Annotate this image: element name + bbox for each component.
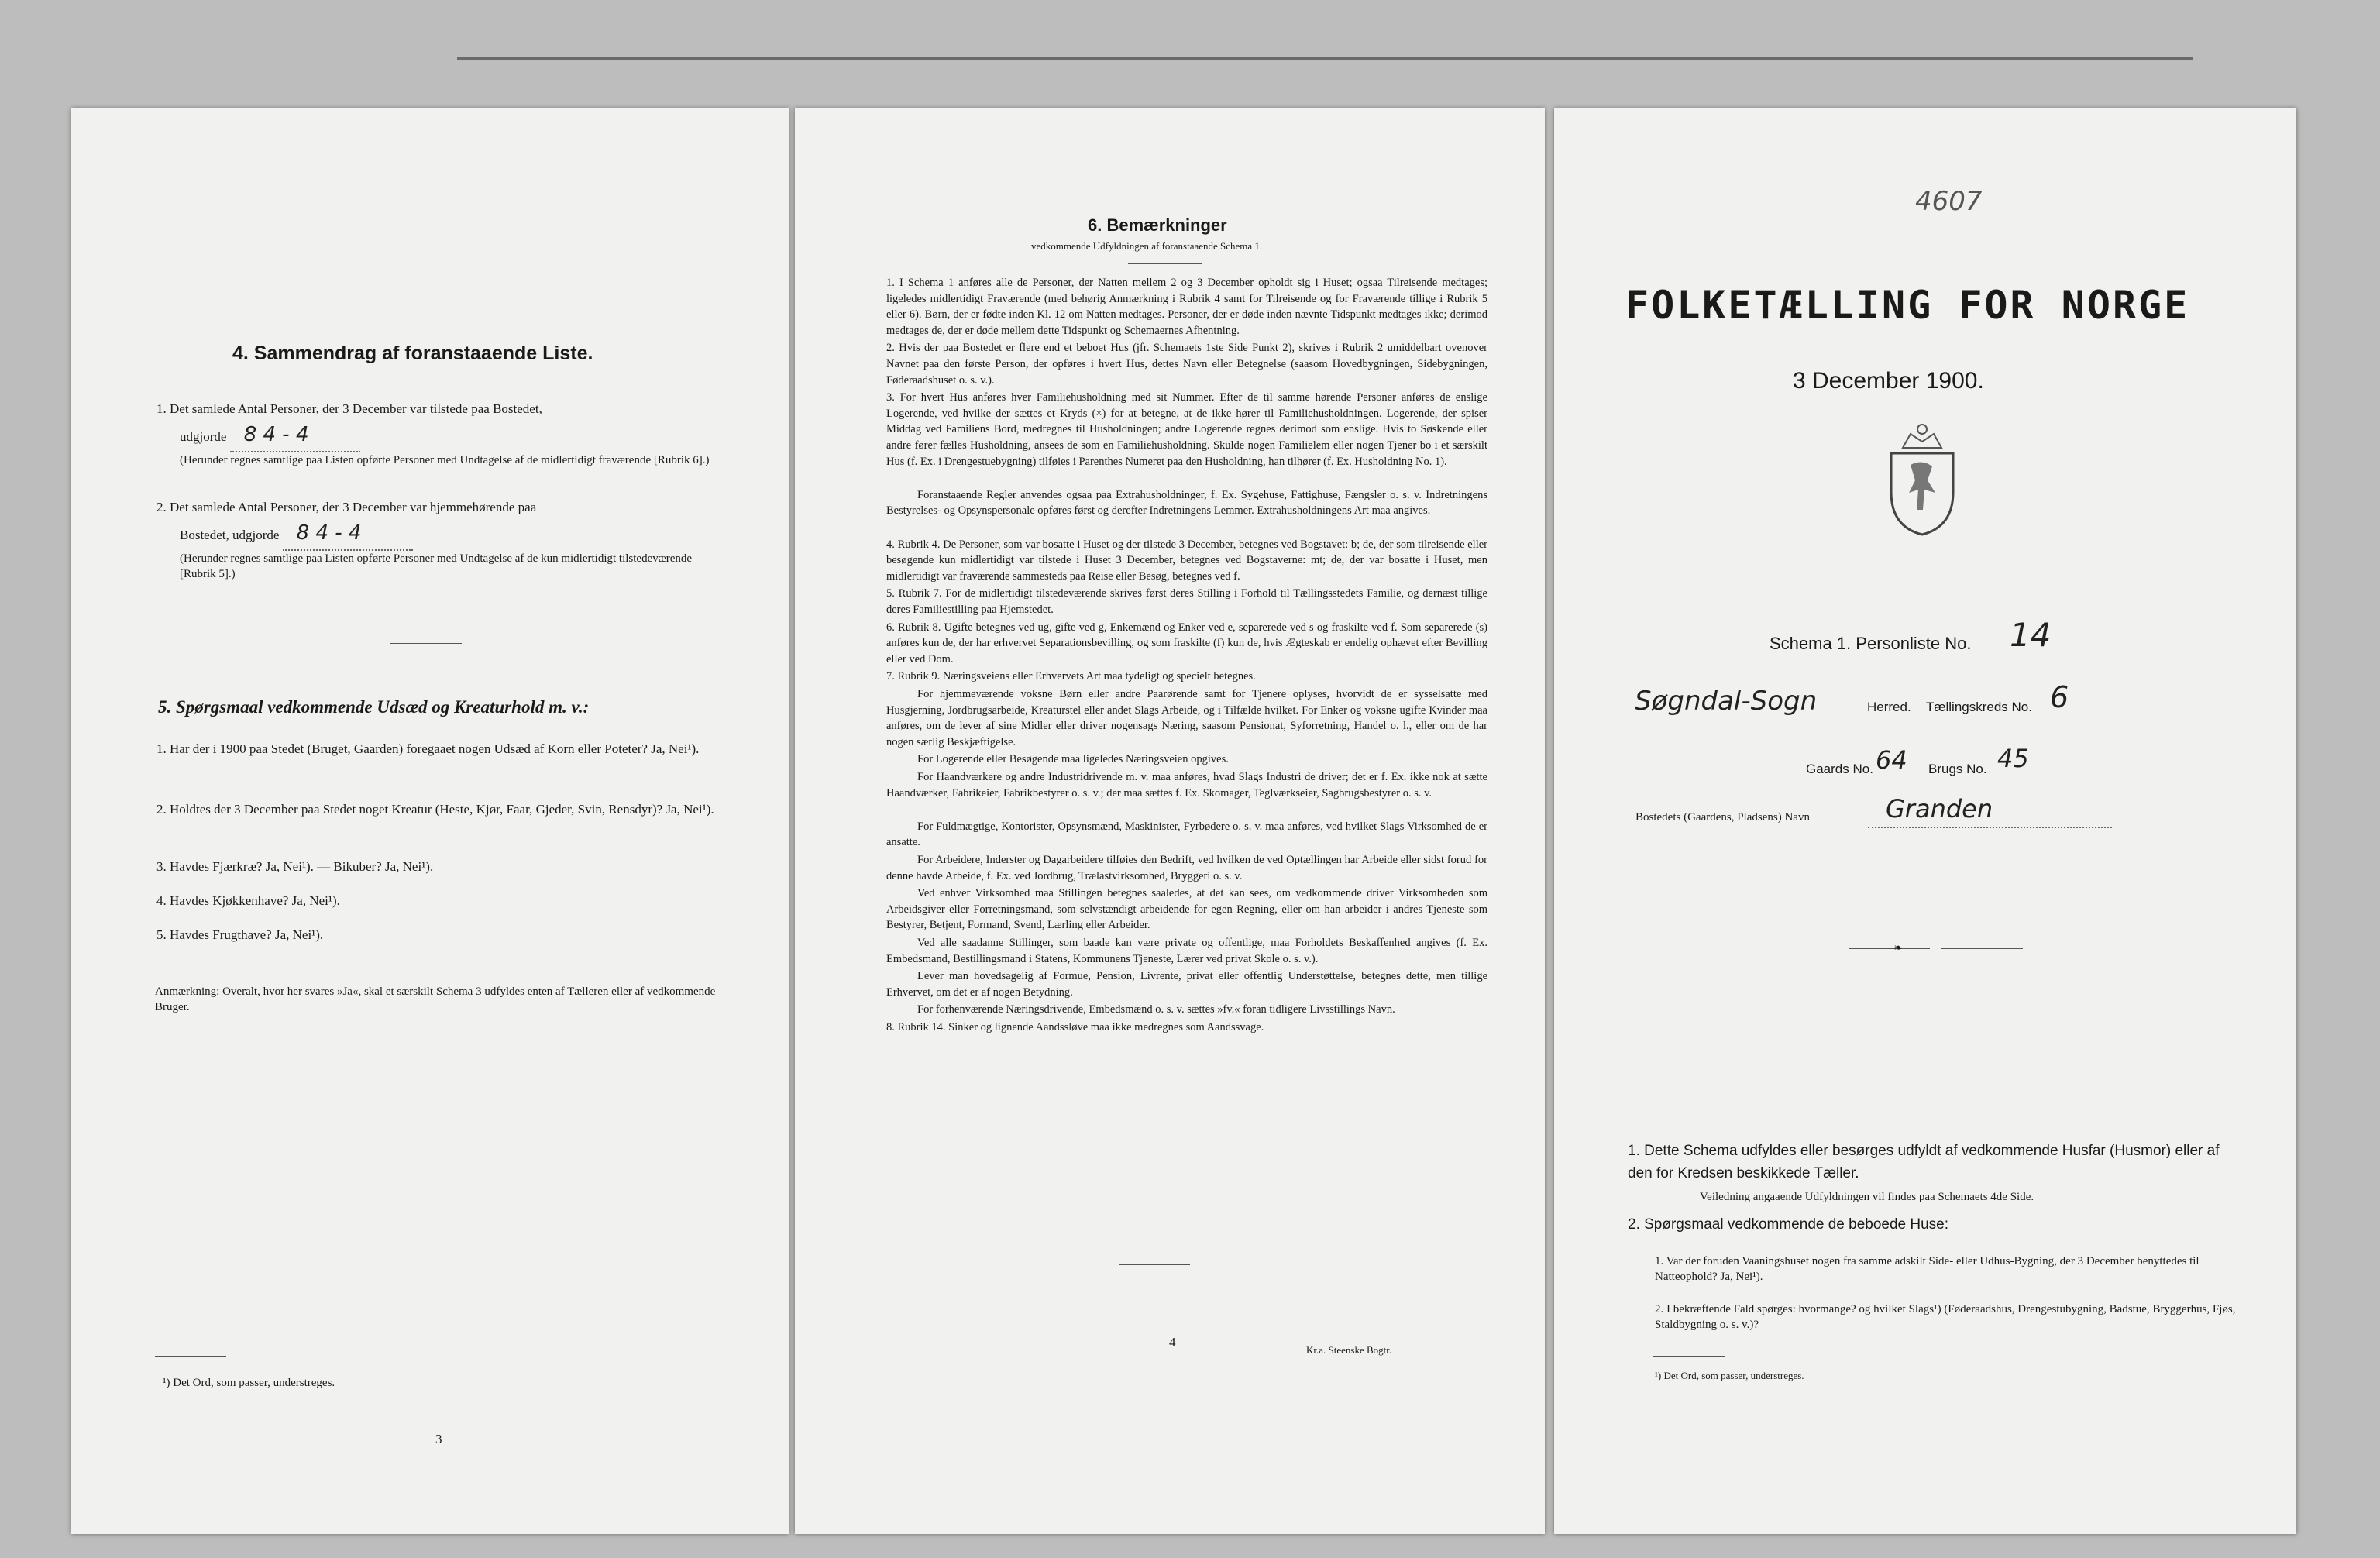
footnote-rule [1653, 1356, 1725, 1357]
instruction-1: 1. Dette Schema udfyldes eller besørges udfyldt af vedkommende Husfar (Husmor) eller af den for Kredsen beskikkede Tæller. [1628, 1143, 2220, 1181]
divider [1119, 1264, 1190, 1265]
remark-item: 5. Rubrik 7. For de midlertidigt tilstedeværende skrives først deres Stilling i Forhold til Tællingsstedets Familie, og dernæst tillige deres Familiestilling paa Hjemstedet. [886, 587, 1488, 616]
item2-handwritten-value: 8 4 - 4 [283, 518, 413, 550]
kreds-number: 6 [2050, 680, 2069, 714]
instruction-2-1: 1. Var der foruden Vaaningshuset nogen fra samme adskilt Side- eller Udhus-Bygning, der 3 December benyttedes til Natteophold? Ja, Nei¹). [1655, 1255, 2199, 1284]
anmaerkning-note: Anmærkning: Overalt, hvor her svares »Ja«, skal et særskilt Schema 3 udfyldes enten af Tælleren eller af vedkommende Bruger. [155, 985, 716, 1014]
question-3: 3. Havdes Fjærkræ? Ja, Nei¹). — Bikuber? Ja, Nei¹). [156, 859, 434, 874]
herred-label: Herred. [1867, 700, 1911, 714]
divider [390, 643, 462, 644]
divider [1128, 263, 1202, 264]
remark-item: 6. Rubrik 8. Ugifte betegnes ved ug, gifte ved g, Enkemænd og Enker ved e, separerede ved s og fraskilte ved f. Som separerede (s) anføres kun de, der har erhvervet Separationsbevilling, og som fraskilte (f) kun de, hvis Ægteskab er endelig ophævet efter Bevilling eller ved Dom. [886, 621, 1488, 666]
remark-item: For hjemmeværende voksne Børn eller andre Paarørende samt for Tjenere oplyses, hvorvidt de er sysselsatte med Husgjerning, Jordbrugsarbeide, Kreaturstel eller andet Slags Arbeide, og i Tilfælde hvilket. For Enker og voksne ugifte Kvinder maa anføres, om de lever af sine Midler eller driver nogensags Næring, saasom Pensionat, Syforretning, Handel o. l., eller om de har nogen særlig Beskjæftigelse. [886, 688, 1488, 748]
remark-item: 7. Rubrik 9. Næringsveiens eller Erhvervets Art maa tydeligt og specielt betegnes. [886, 670, 1256, 683]
remark-item: Ved enhver Virksomhed maa Stillingen betegnes saaledes, at det kan sees, om vedkommende driver Virksomheden som Arbeidsgiver eller Forretningsmand, som selvstændigt arbeidende for egen Regning, eller om han arbeider i andres Tjeneste som Bestyrer, Betjent, Formand, Svend, Lærling eller Arbeider. [886, 887, 1488, 932]
question-1: 1. Har der i 1900 paa Stedet (Bruget, Gaarden) foregaaet nogen Udsæd af Korn eller Poteter? Ja, Nei¹). [156, 741, 700, 756]
remark-item: For Haandværkere og andre Industridrivende m. v. maa anføres, hvad Slags Industri de driver; det er f. Ex. ikke nok at sætte Haandværker, Fabrikeier, Fabrikbestyrer o. s. v.; der maa sættes f. Ex. Skomager, Teglværkseier, Sagbrugsbestyrer o. s. v. [886, 771, 1488, 800]
herred-name: Søgndal-Sogn [1635, 686, 1818, 717]
bosted-name: Granden [1886, 794, 1993, 824]
ornament-icon: ❧ [1893, 943, 1903, 954]
remark-item: 8. Rubrik 14. Sinker og lignende Aandssløve maa ikke medregnes som Aandssvage. [886, 1021, 1264, 1034]
schema-label: Schema 1. Personliste No. [1770, 634, 1972, 653]
remark-item: 3. For hvert Hus anføres hver Familiehusholdning med sit Nummer. Efter de til samme hørende Personer anføres de enslige Logerende, ved hvilke der sættes et Kryds (×) for at betegne, at de ikke hører til Familiehusholdningen. Logerende, der spiser Middag ved Familiens Bord, medregnes til Husholdningen; andre Logerende regnes derimod som enslige. Hvis to Søskende eller andre fører fælles Husholdning, ansees de som en Familiehusholdning. Skulde nogen Familielem eller nogen Tjener bo i et særskilt Hus (f. Ex. i Drengestuebygning) tilføies i Parenthes Numeret paa den Husholdning, han tilhører (f. Ex. Husholdning No. 1). [886, 391, 1488, 468]
left-page [71, 108, 789, 1534]
remark-item: Foranstaaende Regler anvendes ogsaa paa Extrahusholdninger, f. Ex. Sygehuse, Fattighuse, Fængsler o. s. v. Indretningens Bestyrelses- og Opsynspersonale opføres først og derefter Indretningens Lemmer. Extrahusholdningens Art maa angives. [886, 488, 1488, 518]
remark-item: For forhenværende Næringsdrivende, Embedsmænd o. s. v. sættes »fv.« foran tidligere Livsstillings Navn. [917, 1003, 1395, 1016]
gaards-number: 64 [1876, 745, 1907, 775]
right-page [1554, 108, 2296, 1534]
brugs-number: 45 [1997, 744, 2029, 773]
personliste-number: 14 [2010, 616, 2052, 654]
question-5: 5. Havdes Frugthave? Ja, Nei¹). [156, 927, 324, 942]
summary-item-1: 1. Det samlede Antal Personer, der 3 December var tilstede paa Bostedet, udgjorde 8 4 - 4 (Herunder regnes samtlige paa Listen opførte Personer med Undtagelse af de midlertidigt fraværende [Rubrik 6].) [156, 401, 710, 466]
kreds-label: Tællingskreds No. [1926, 700, 2032, 714]
remark-item: For Fuldmægtige, Kontorister, Opsynsmænd, Maskinister, Fyrbødere o. s. v. maa anføres, ved hvilket Slags Virksomhed de er ansatte. [886, 820, 1488, 849]
divider [1941, 948, 2023, 949]
question-2: 2. Holdtes der 3 December paa Stedet noget Kreatur (Heste, Kjør, Faar, Gjeder, Svin, Rensdyr)? Ja, Nei¹). [156, 802, 714, 817]
question-4: 4. Havdes Kjøkkenhave? Ja, Nei¹). [156, 893, 340, 908]
remarks-subtitle: vedkommende Udfyldningen af foranstaaende Schema 1. [1031, 240, 1263, 252]
footnote-rule [155, 1356, 226, 1357]
instruction-2-2: 2. I bekræftende Fald spørges: hvormange? og hvilket Slags¹) (Føderaadshus, Drengestubygning, Badstue, Bryggerhus, Fjøs, Staldbygning o. s. v.)? [1655, 1303, 2236, 1332]
summary-item-2: 2. Det samlede Antal Personer, der 3 December var hjemmehørende paa Bostedet, udgjorde 8 4 - 4 (Herunder regnes samtlige paa Listen opførte Personer med Undtagelse af de kun midlertidigt tilstedeværende [Rubrik 5].) [156, 500, 693, 580]
brugs-label: Brugs No. [1928, 762, 1987, 776]
instruction-1-sub: Veiledning angaaende Udfyldningen vil findes paa Schemaets 4de Side. [1700, 1191, 2034, 1203]
page-number: 3 [435, 1432, 442, 1446]
census-title: FOLKETÆLLING FOR NORGE [1625, 283, 2190, 328]
remark-item: Ved alle saadanne Stillinger, som baade kan være private og offentlige, maa Forholdets Beskaffenhed angives (f. Ex. Embedsmand, Bestillingsmand i Statens, Kommunens Tjeneste, Lærer ved privat Skole o. s. v.). [886, 937, 1488, 965]
census-date: 3 December 1900. [1793, 368, 1984, 394]
footnote: ¹) Det Ord, som passer, understreges. [1655, 1370, 1804, 1381]
remarks-title: 6. Bemærkninger [1088, 215, 1227, 235]
section5-title: 5. Spørgsmaal vedkommende Udsæd og Kreaturhold m. v.: [158, 697, 590, 717]
instruction-2: 2. Spørgsmaal vedkommende de beboede Huse: [1628, 1216, 1949, 1233]
norwegian-coat-of-arms-icon [1880, 418, 1965, 538]
remark-item: For Arbeidere, Inderster og Dagarbeidere tilføies den Bedrift, ved hvilken de ved Optællingen har Arbeide eller sidst forud for denne havde Arbeide, f. Ex. ved Jordbrug, Trælastvirksomhed, Bryggeri o. s. v. [886, 854, 1488, 882]
bosted-dotted-line [1868, 827, 2112, 828]
remark-item: Lever man hovedsagelig af Formue, Pension, Livrente, privat eller offentlig Understøttelse, betegnes dette, men tillige Erhvervet, om det er af nogen Betydning. [886, 970, 1488, 999]
remark-item: 4. Rubrik 4. De Personer, som var bosatte i Huset og der tilstede 3 December, betegnes ved Bogstavet: b; de, der som tilreisende eller besøgende kun midlertidigt var tilstede i Huset 3 December, betegnes ved Bogstaverne: mt; de, der var bosatte i Huset, men midlertidigt var fraværende sammesteds paa Reise eller Besøg, betegnes ved f. [886, 538, 1488, 583]
gaards-label: Gaards No. [1806, 762, 1873, 776]
page-number: 4 [1169, 1335, 1176, 1350]
archive-number: 4607 [1915, 186, 1983, 217]
remark-item: 2. Hvis der paa Bostedet er flere end et beboet Hus (jfr. Schemaets 1ste Side Punkt 2), skrives i Rubrik 2 umiddelbart ovenover Navnet paa den første Person, der opføres i hvert Hus, dettes Navn eller Betegnelse (saasom Hovedbygningen, Sidebygningen, Føderaadshuset o. s. v.). [886, 342, 1488, 387]
middle-page [795, 108, 1545, 1534]
remark-item: For Logerende eller Besøgende maa ligeledes Næringsveien opgives. [917, 753, 1229, 766]
divider [1849, 948, 1930, 949]
item1-handwritten-value: 8 4 - 4 [230, 419, 360, 452]
remark-item: 1. I Schema 1 anføres alle de Personer, der Natten mellem 2 og 3 December opholdt sig i Huset; ogsaa Tilreisende medtages; ligeledes midlertidigt Fraværende (med behørig Anmærkning i Rubrik 4 samt for Tilreisende og for Fraværende tillige i Rubrik 5 eller 6). Børn, der er fødte inden Kl. 12 om Natten medtages. Personer, der er døde inden nævnte Tidspunkt medtages ikke; derimod medtages de, der er døde mellem dette Tidspunkt og Schemaernes Afhentning. [886, 277, 1488, 337]
top-edge-line [457, 57, 2193, 60]
footnote: ¹) Det Ord, som passer, understreges. [163, 1377, 335, 1389]
printer-imprint: Kr.a. Steenske Bogtr. [1306, 1344, 1392, 1356]
section4-title: 4. Sammendrag af foranstaaende Liste. [232, 342, 593, 364]
bosted-label: Bostedets (Gaardens, Pladsens) Navn [1635, 811, 1810, 824]
